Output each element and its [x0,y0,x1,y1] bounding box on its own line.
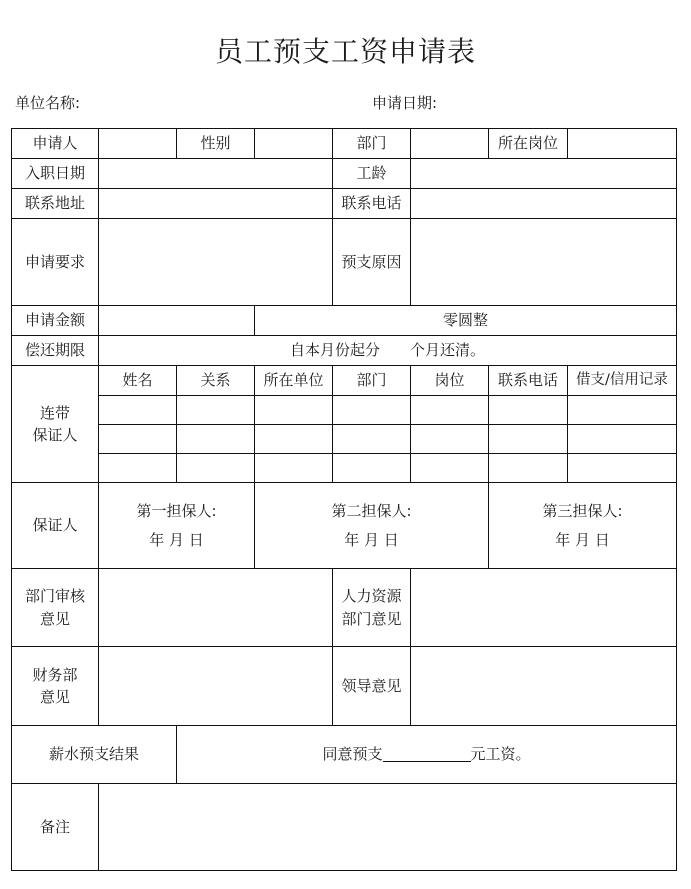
phone-field[interactable] [410,188,677,219]
joint-header-relation: 关系 [176,365,255,396]
guarantor-3-date: 年 月 日 [555,530,610,549]
joint-header-post: 岗位 [410,365,489,396]
request-field[interactable] [98,218,333,306]
joint-label-line1: 连带 [39,403,70,422]
dept-review-line2: 意见 [39,609,70,628]
reason-field[interactable] [410,218,677,306]
phone-label: 联系电话 [332,188,411,219]
result-suffix: 元工资。 [470,745,531,764]
dept-field[interactable] [410,128,489,159]
joint-cell[interactable] [567,424,677,454]
applicant-field[interactable] [98,128,177,159]
joint-cell[interactable] [332,395,411,425]
joint-label-line2: 保证人 [32,426,78,444]
joint-cell[interactable] [254,395,333,425]
amount-field[interactable] [98,305,255,336]
hire-date-field[interactable] [98,158,333,189]
finance-field[interactable] [98,646,333,726]
position-label: 所在岗位 [488,128,568,159]
dept-review-field[interactable] [98,568,333,647]
hr-line1: 人力资源 [341,587,402,605]
finance-line2: 意见 [39,688,70,706]
request-label: 申请要求 [11,218,99,306]
joint-cell[interactable] [488,395,568,425]
guarantor-3[interactable] [488,482,677,569]
hr-opinion-field[interactable] [410,568,677,647]
joint-header-dept: 部门 [332,365,411,396]
joint-header-credit: 借支/信用记录 [567,365,677,396]
hr-opinion-label [332,568,411,647]
finance-label [11,646,99,726]
reason-label: 预支原因 [332,218,411,306]
address-field[interactable] [98,188,333,219]
joint-cell[interactable] [176,453,255,483]
guarantor-1-title: 第一担保人: [136,502,217,520]
joint-header-unit: 所在单位 [254,365,333,396]
joint-cell[interactable] [332,424,411,454]
result-prefix: 同意预支 [322,745,383,764]
result-field[interactable] [176,725,677,784]
remark-field[interactable] [98,783,677,871]
position-field[interactable] [567,128,677,159]
dept-review-label [11,568,99,647]
joint-cell[interactable] [176,395,255,425]
repay-field[interactable]: 自本月份起分 个月还清。 [98,335,677,366]
unit-name-label: 单位名称: [15,94,81,112]
joint-cell[interactable] [98,453,177,483]
joint-cell[interactable] [98,424,177,454]
guarantor-3-title: 第三担保人: [542,502,623,520]
joint-header-name: 姓名 [98,365,177,396]
leader-field[interactable] [410,646,677,726]
dept-label: 部门 [332,128,411,159]
result-amount-blank[interactable] [383,747,471,762]
seniority-field[interactable] [410,158,677,189]
amount-uppercase: 零圆整 [254,305,677,336]
joint-guarantor-label [11,365,99,483]
guarantor-1-date: 年 月 日 [149,530,204,549]
applicant-label: 申请人 [11,128,99,159]
hire-date-label: 入职日期 [11,158,99,189]
guarantor-2[interactable] [254,482,489,569]
joint-header-phone: 联系电话 [488,365,568,396]
guarantor-label: 保证人 [11,482,99,569]
joint-cell[interactable] [567,453,677,483]
repay-label: 偿还期限 [11,335,99,366]
finance-line1: 财务部 [32,665,78,684]
page-title: 员工预支工资申请表 [214,35,476,68]
hr-line2: 部门意见 [341,609,402,628]
amount-label: 申请金额 [11,305,99,336]
remark-label: 备注 [11,783,99,871]
dept-review-line1: 部门审核 [24,587,85,605]
gender-label: 性别 [176,128,255,159]
apply-date-label: 申请日期: [372,94,438,112]
joint-cell[interactable] [410,395,489,425]
joint-cell[interactable] [488,424,568,454]
joint-cell[interactable] [410,453,489,483]
joint-cell[interactable] [98,395,177,425]
joint-cell[interactable] [254,453,333,483]
joint-cell[interactable] [176,424,255,454]
joint-cell[interactable] [332,453,411,483]
guarantor-2-title: 第二担保人: [331,502,412,520]
seniority-label: 工龄 [332,158,411,189]
address-label: 联系地址 [11,188,99,219]
joint-cell[interactable] [254,424,333,454]
guarantor-2-date: 年 月 日 [344,530,399,549]
joint-cell[interactable] [410,424,489,454]
leader-label: 领导意见 [332,646,411,726]
gender-field[interactable] [254,128,333,159]
joint-cell[interactable] [567,395,677,425]
joint-cell[interactable] [488,453,568,483]
guarantor-1[interactable] [98,482,255,569]
result-label: 薪水预支结果 [11,725,177,784]
